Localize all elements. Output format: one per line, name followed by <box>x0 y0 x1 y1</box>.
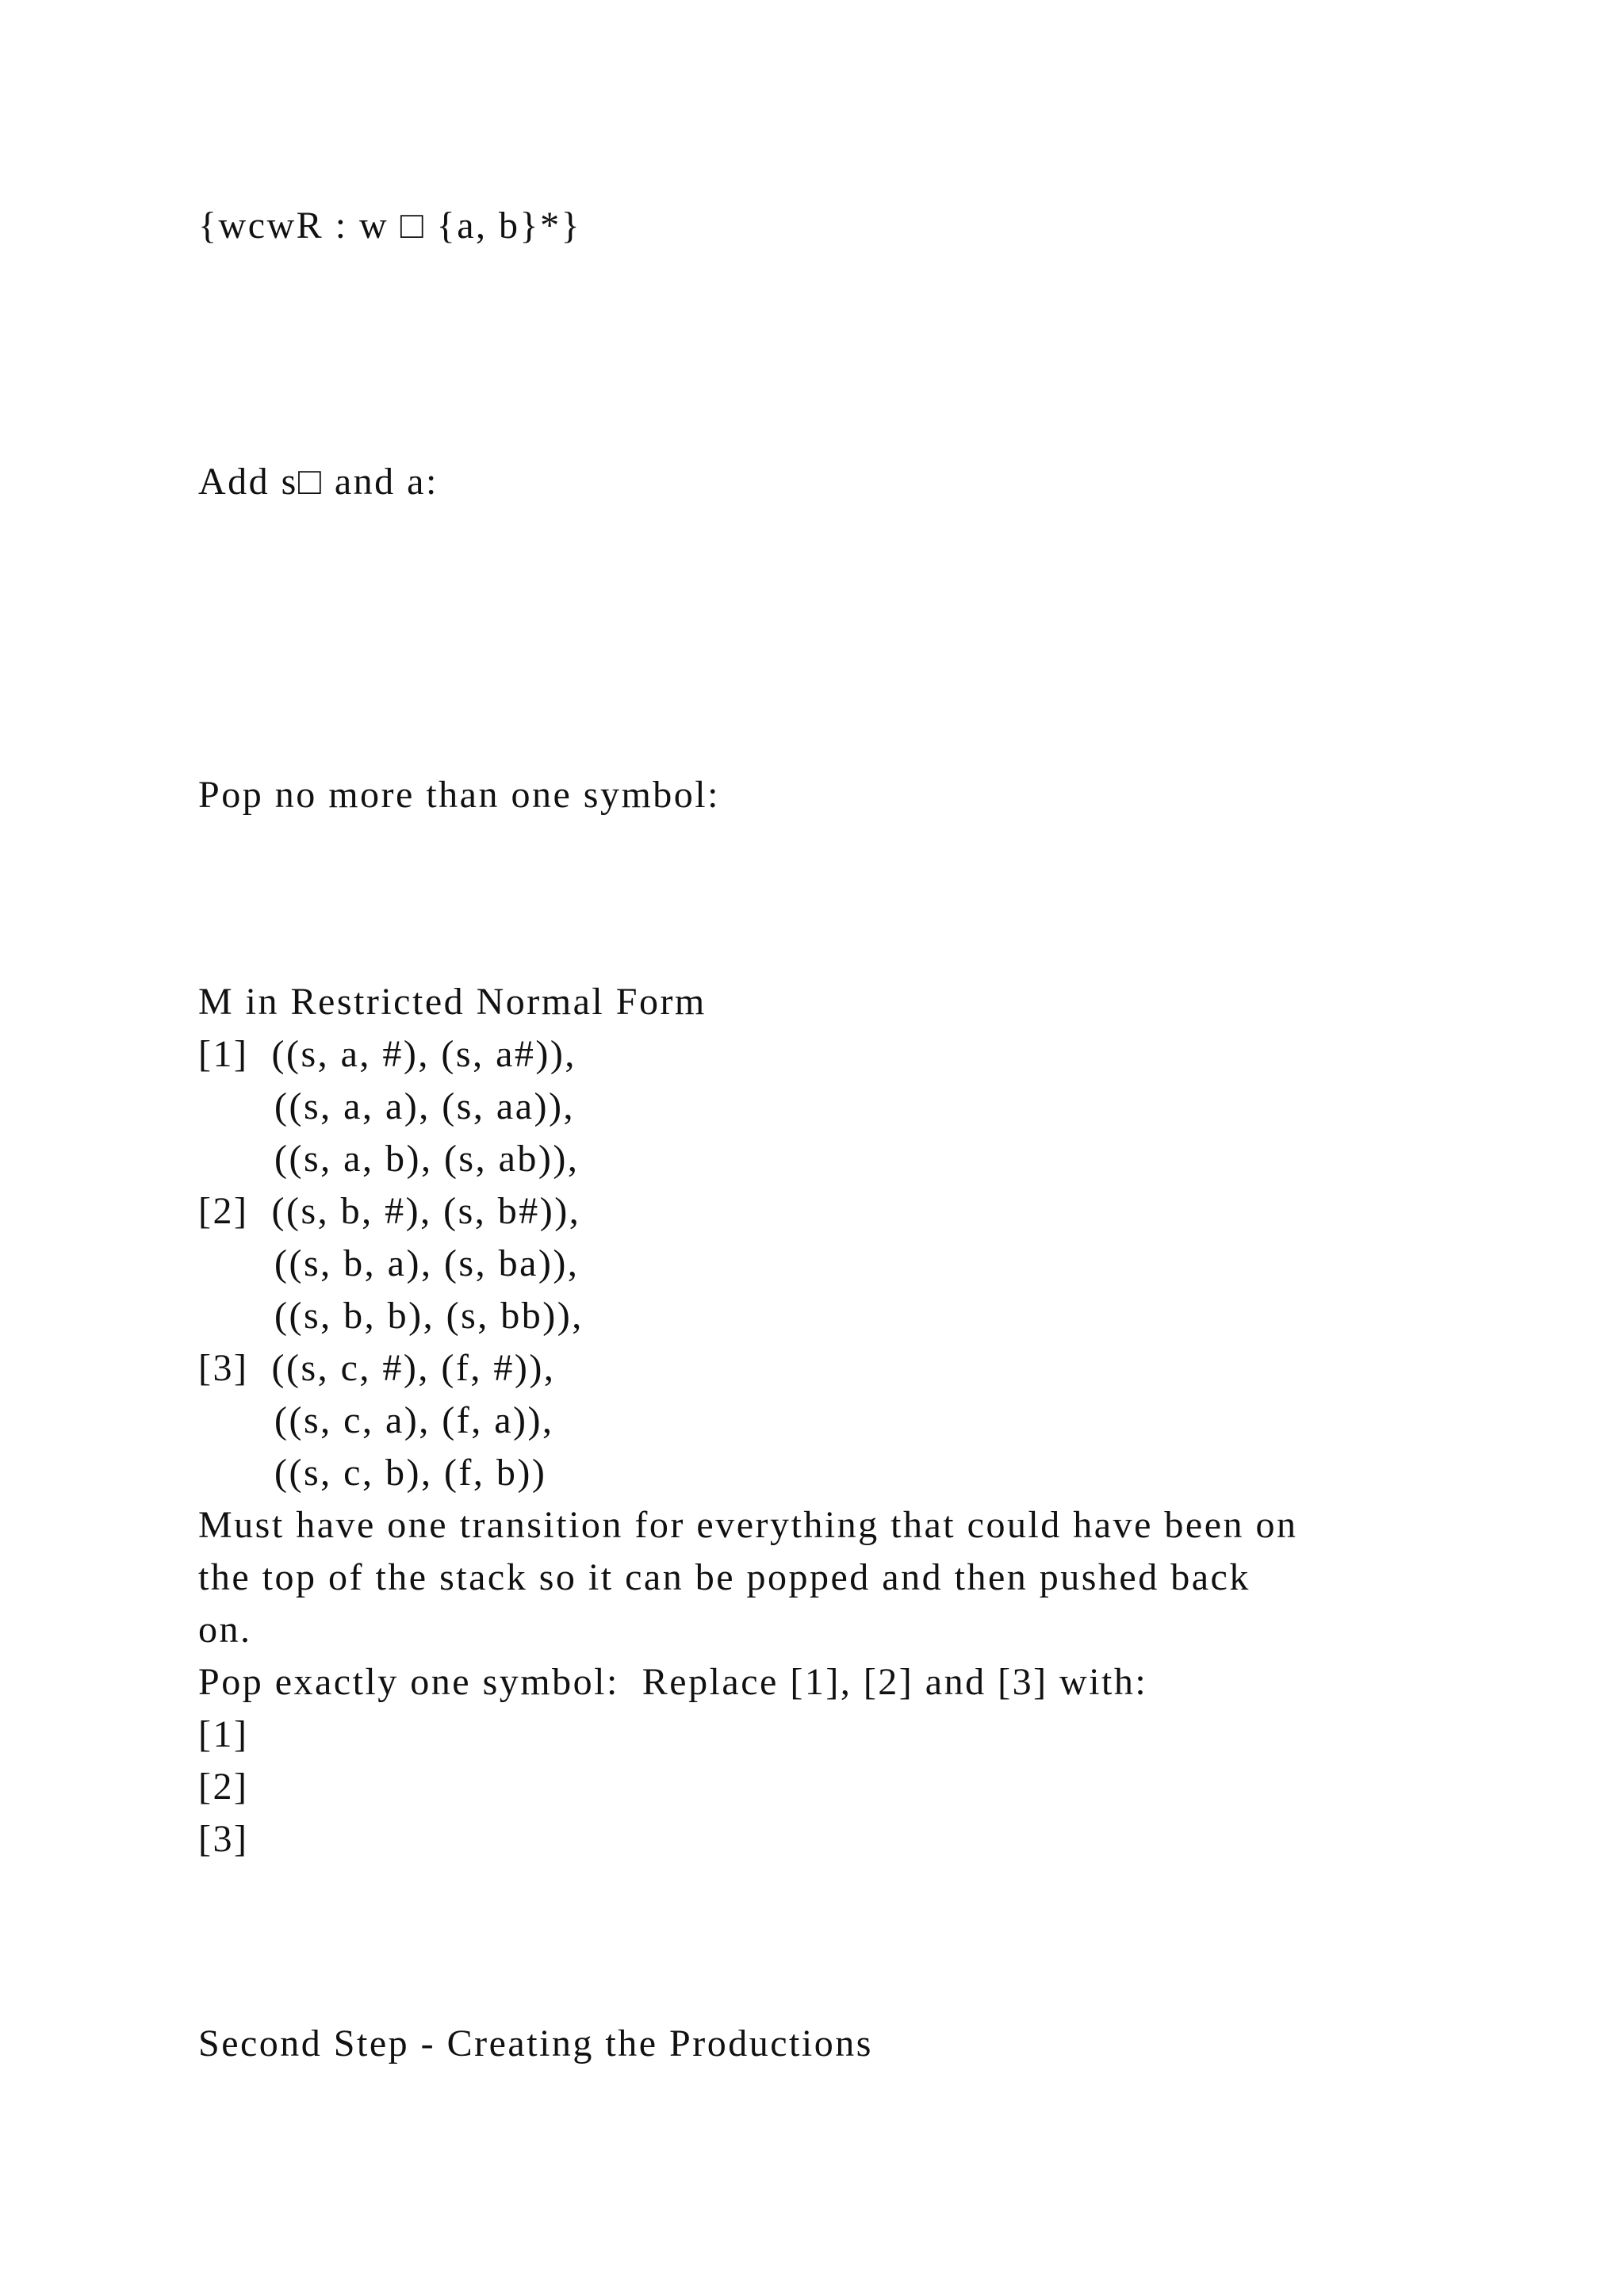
label-1: [1] <box>198 1713 249 1755</box>
pop-no-more-heading: Pop no more than one symbol: <box>198 774 720 816</box>
explanation-line-3: on. <box>198 1609 252 1651</box>
explanation-line-2: the top of the stack so it can be popped and then pushed back <box>198 1556 1251 1598</box>
label-3: [3] <box>198 1818 249 1860</box>
rule-2-line-3: ((s, b, b), (s, bb)), <box>274 1295 584 1337</box>
rule-2-line-1: [2] ((s, b, #), (s, b#)), <box>198 1190 581 1232</box>
rule-3-line-1: [3] ((s, c, #), (f, #)), <box>198 1347 556 1389</box>
explanation-line-1: Must have one transition for everything that could have been on <box>198 1504 1298 1546</box>
rule-3-line-2: ((s, c, a), (f, a)), <box>274 1399 554 1441</box>
rule-2-line-2: ((s, b, a), (s, ba)), <box>274 1242 580 1284</box>
label-2: [2] <box>198 1766 249 1808</box>
rule-1-line-2: ((s, a, a), (s, aa)), <box>274 1085 575 1127</box>
add-instruction: Add s□ and a: <box>198 461 439 503</box>
language-definition: {wcwR : w □ {a, b}*} <box>198 205 582 247</box>
second-step-heading: Second Step - Creating the Productions <box>198 2022 873 2064</box>
rule-3-line-3: ((s, c, b), (f, b)) <box>274 1452 547 1494</box>
pop-exactly-heading: Pop exactly one symbol: Replace [1], [2] and [3] with: <box>198 1661 1148 1703</box>
rule-1-line-3: ((s, a, b), (s, ab)), <box>274 1138 580 1180</box>
rnf-heading: M in Restricted Normal Form <box>198 981 707 1023</box>
rule-1-line-1: [1] ((s, a, #), (s, a#)), <box>198 1033 576 1075</box>
